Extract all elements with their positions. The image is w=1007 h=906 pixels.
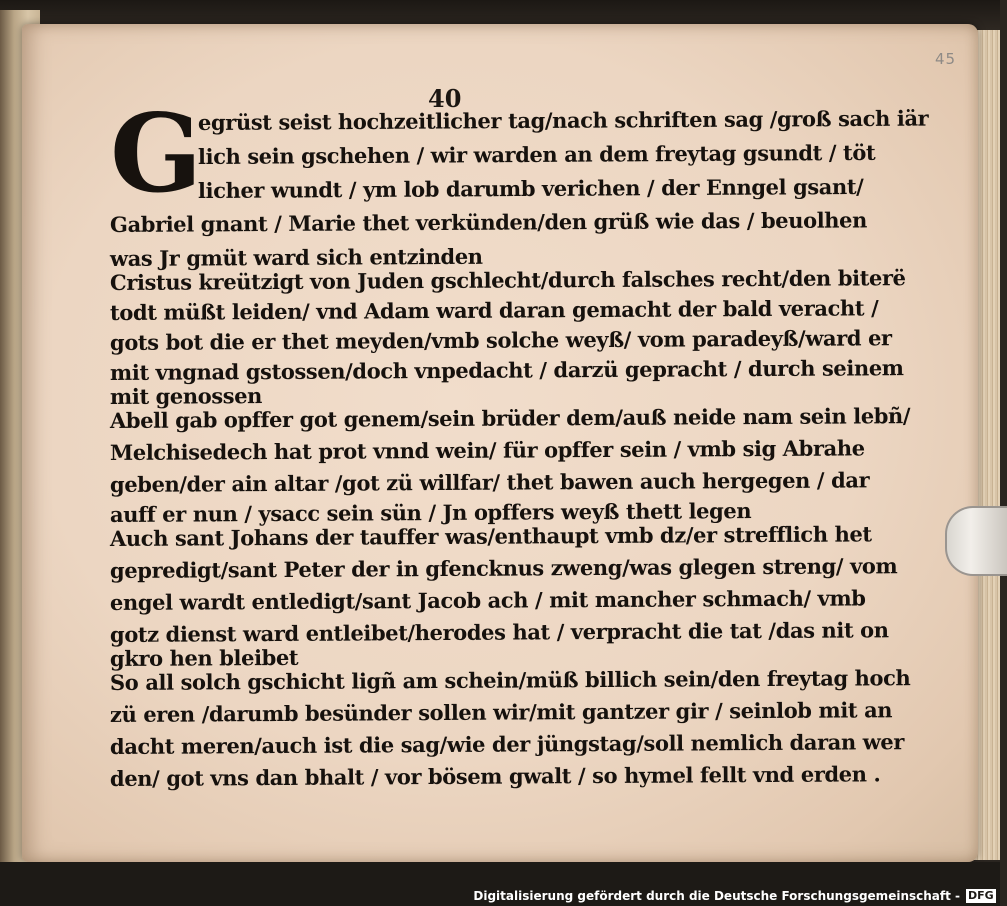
dfg-logo: DFG [968,889,994,902]
drop-cap-initial: G [110,91,203,217]
text-line: gkro hen bleibet [109,644,299,671]
text-line: engel wardt entledigt/sant Jacob ach / mit mancher schmach/ vmb [109,585,866,615]
text-line: zü eren /darumb besünder sollen wir/mit gantzer gir / seinlob mit an [109,697,893,727]
text-line: Melchisedech hat prot vnnd wein/ für opffer sein / vmb sig Abrahe [109,435,865,465]
text-line: gots bot die er thet meyden/vmb solche weyß/ vom paradeyß/ward er [109,325,892,355]
page-number: 40 [428,84,462,113]
text-line: Gabriel gnant / Marie thet verkünden/den grüß wie das / beuolhen [109,207,868,237]
text-line: egrüst seist hochzeitlicher tag/nach schriften sag /groß sach iär [197,105,929,135]
text-line: Cristus kreützigt von Juden gschlecht/durch falsches recht/den biterë [109,265,906,295]
text-line: lich sein gschehen / wir warden an dem freytag gsundt / töt [197,139,876,169]
text-line: Abell gab opffer got genem/sein brüder dem/auß neide nam sein lebñ/ [109,403,911,433]
text-line: Auch sant Johans der tauffer was/enthaupt vmb dz/er strefflich het [109,521,872,551]
text-line: So all solch gschicht ligñ am schein/müß billich sein/den freytag hoch [109,665,911,695]
text-line: auff er nun / ysacc sein sün / Jn opffers weyß thett legen [109,498,752,527]
scan-background-bottom [0,862,1000,888]
text-line: den/ got vns dan bhalt / vor bösem gwalt / so hymel fellt vnd erden . [109,761,881,791]
text-line: geben/der ain altar /got zü willfar/ thet bawen auch hergegen / dar [109,467,870,497]
text-line: mit genossen [109,383,263,409]
text-line: licher wundt / ym lob darumb verichen / der Enngel gsant/ [197,173,864,203]
text-line: was Jr gmüt ward sich entzinden [109,243,483,271]
text-line: todt müßt leiden/ vnd Adam ward daran gemacht der bald veracht / [109,295,879,325]
text-line: gepredigt/sant Peter der in gfencknus zweng/was glegen streng/ vom [109,553,898,583]
text-line: gotz dienst ward entleibet/herodes hat / verpracht die tat /das nit on [109,617,889,647]
text-line: mit vngnad gstossen/doch vnpedacht / darzü gepracht / durch seinem [109,355,904,385]
page-clip [945,506,1007,576]
funding-credit: Digitalisierung gefördert durch die Deutsche Forschungsgemeinschaft - [473,889,960,903]
pencil-folio-number: 45 [935,50,957,68]
text-line: dacht meren/auch ist die sag/wie der jüngstag/soll nemlich daran wer [109,729,905,759]
